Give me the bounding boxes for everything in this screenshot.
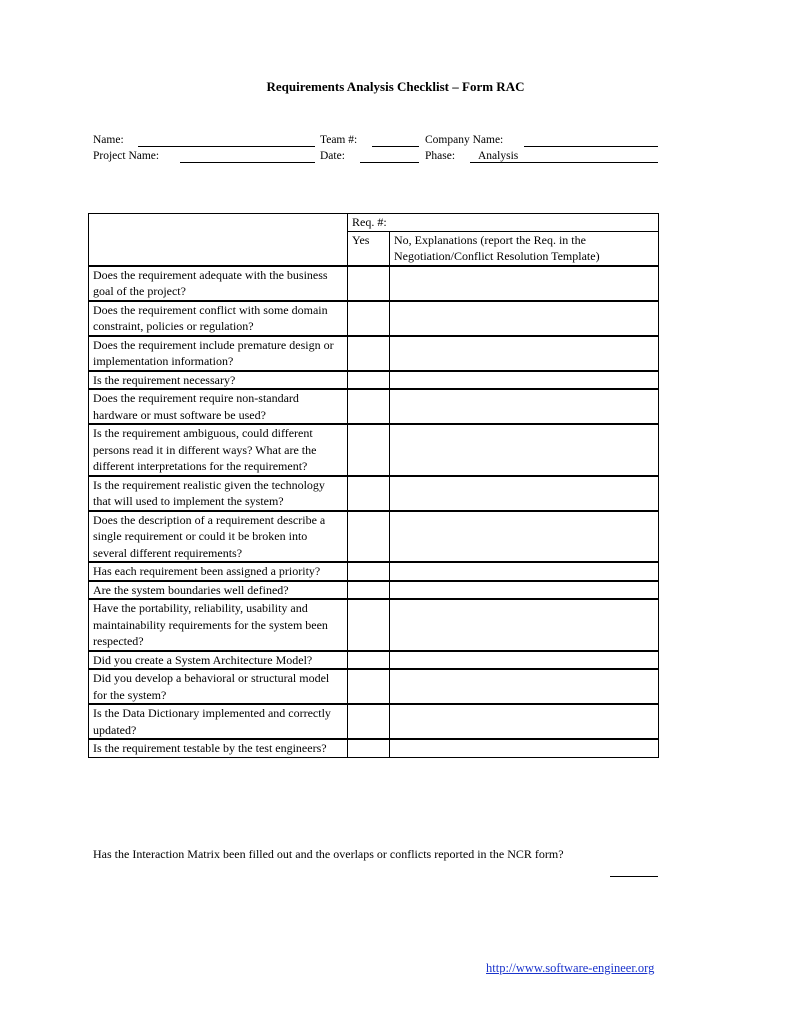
final-answer-field[interactable] (610, 864, 658, 877)
team-label: Team #: (320, 134, 358, 146)
table-row (89, 371, 659, 390)
project-field[interactable] (180, 150, 315, 163)
yes-cell[interactable] (348, 669, 390, 704)
question-cell: Has each requirement been assigned a priority? (89, 562, 348, 581)
table-row (89, 336, 659, 371)
phase-label: Phase: (425, 150, 456, 162)
explanation-cell[interactable] (390, 651, 659, 670)
table-header-row-1 (89, 214, 659, 232)
table-row (89, 704, 659, 739)
name-field[interactable] (138, 134, 315, 147)
yes-cell[interactable] (348, 581, 390, 600)
phase-value: Analysis (478, 150, 519, 162)
question-cell: Does the requirement include premature design or implementation information? (89, 336, 348, 371)
explanation-cell[interactable] (390, 739, 659, 757)
explanation-cell[interactable] (390, 336, 659, 371)
explanation-cell[interactable] (390, 424, 659, 476)
explanation-cell[interactable] (390, 266, 659, 301)
question-cell: Does the description of a requirement describe a single requirement or could it be broken into several different requirements? (89, 511, 348, 563)
checklist-table (88, 213, 659, 758)
table-row (89, 739, 659, 757)
yes-cell[interactable] (348, 704, 390, 739)
explanation-cell[interactable] (390, 669, 659, 704)
yes-cell[interactable] (348, 562, 390, 581)
yes-cell[interactable] (348, 476, 390, 511)
table-row (89, 581, 659, 600)
yes-cell[interactable] (348, 651, 390, 670)
table-row (89, 562, 659, 581)
yes-cell[interactable] (348, 266, 390, 301)
explanation-cell[interactable] (390, 562, 659, 581)
header-row-2 (93, 150, 663, 166)
company-label: Company Name: (425, 134, 504, 146)
company-field[interactable] (524, 134, 658, 147)
table-row (89, 651, 659, 670)
yes-cell[interactable] (348, 511, 390, 563)
explanation-cell[interactable] (390, 301, 659, 336)
table-row (89, 511, 659, 563)
name-label: Name: (93, 134, 124, 146)
question-cell: Does the requirement require non-standard hardware or must software be used? (89, 389, 348, 424)
explanation-cell[interactable] (390, 511, 659, 563)
table-row (89, 301, 659, 336)
question-cell: Is the requirement necessary? (89, 371, 348, 390)
team-field[interactable] (372, 134, 419, 147)
date-label: Date: (320, 150, 345, 162)
final-question: Has the Interaction Matrix been filled out and the overlaps or conflicts reported in the NCR form? (93, 847, 564, 861)
explanation-cell[interactable] (390, 476, 659, 511)
header-row-1 (93, 134, 663, 150)
header-blank-cell (89, 214, 348, 266)
no-explanations-header: No, Explanations (report the Req. in the Negotiation/Conflict Resolution Template) (390, 231, 659, 266)
yes-header: Yes (348, 231, 390, 266)
question-cell: Did you develop a behavioral or structural model for the system? (89, 669, 348, 704)
project-label: Project Name: (93, 150, 160, 162)
yes-cell[interactable] (348, 301, 390, 336)
table-row (89, 389, 659, 424)
table-row (89, 476, 659, 511)
explanation-cell[interactable] (390, 704, 659, 739)
req-number-cell: Req. #: (348, 214, 659, 232)
explanation-cell[interactable] (390, 389, 659, 424)
question-cell: Is the requirement testable by the test engineers? (89, 739, 348, 757)
question-cell: Did you create a System Architecture Model? (89, 651, 348, 670)
yes-cell[interactable] (348, 336, 390, 371)
yes-cell[interactable] (348, 371, 390, 390)
table-row (89, 599, 659, 651)
yes-cell[interactable] (348, 424, 390, 476)
yes-cell[interactable] (348, 389, 390, 424)
date-field[interactable] (360, 150, 419, 163)
footer-link[interactable]: http://www.software-engineer.org (486, 961, 655, 975)
question-cell: Is the Data Dictionary implemented and correctly updated? (89, 704, 348, 739)
explanation-cell[interactable] (390, 599, 659, 651)
yes-cell[interactable] (348, 599, 390, 651)
table-row (89, 669, 659, 704)
question-cell: Is the requirement realistic given the technology that will used to implement the system? (89, 476, 348, 511)
table-row (89, 424, 659, 476)
question-cell: Does the requirement adequate with the business goal of the project? (89, 266, 348, 301)
table-row (89, 266, 659, 301)
question-cell: Is the requirement ambiguous, could different persons read it in different ways? What are the different interpretations for the requirement? (89, 424, 348, 476)
yes-cell[interactable] (348, 739, 390, 757)
form-title: Requirements Analysis Checklist – Form RAC (266, 79, 525, 94)
question-cell: Are the system boundaries well defined? (89, 581, 348, 600)
question-cell: Does the requirement conflict with some domain constraint, policies or regulation? (89, 301, 348, 336)
explanation-cell[interactable] (390, 581, 659, 600)
question-cell: Have the portability, reliability, usability and maintainability requirements for the system been respected? (89, 599, 348, 651)
explanation-cell[interactable] (390, 371, 659, 390)
